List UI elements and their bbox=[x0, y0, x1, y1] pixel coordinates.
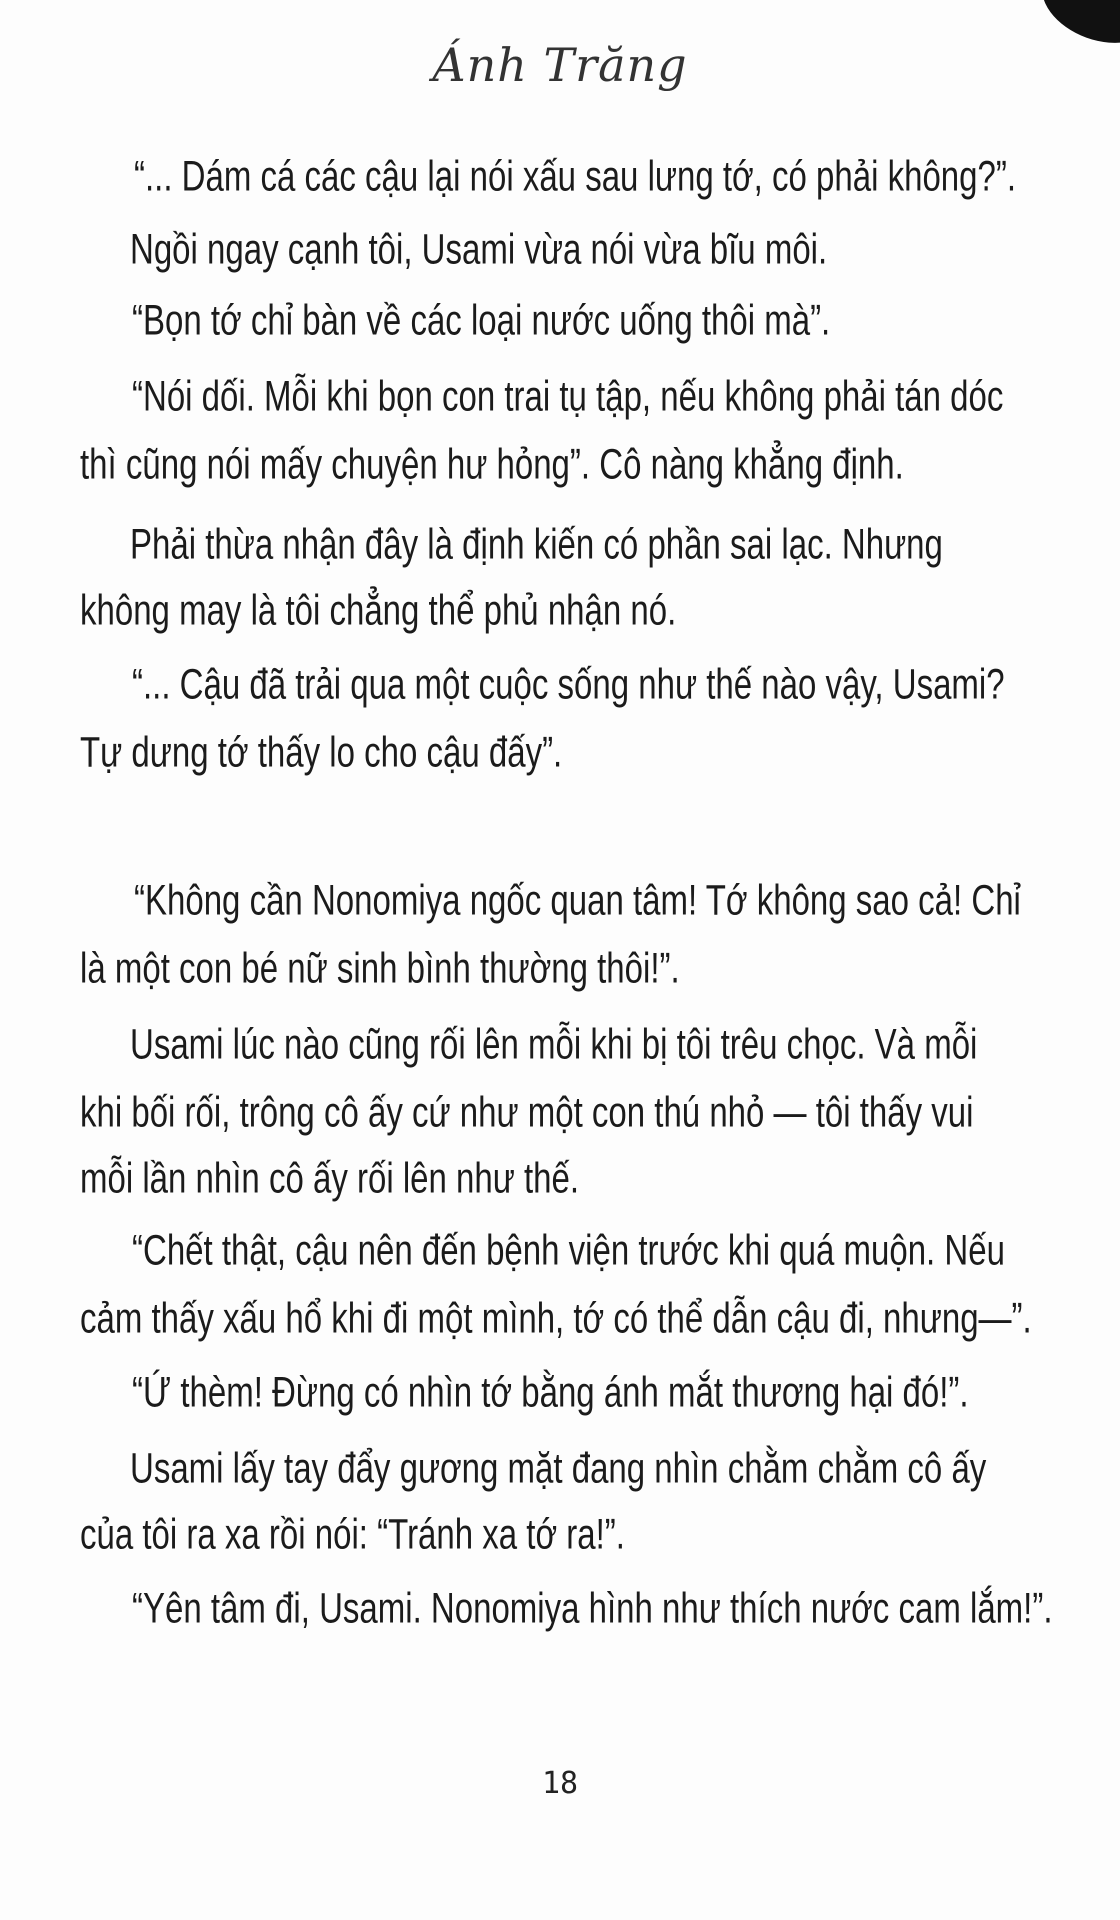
text-line: cảm thấy xấu hổ khi đi một mình, tớ có thể dẫn cậu đi, nhưng—”. bbox=[80, 1294, 1032, 1342]
text-line: là một con bé nữ sinh bình thường thôi!”. bbox=[80, 944, 680, 992]
text-line: Ngồi ngay cạnh tôi, Usami vừa nói vừa bĩu môi. bbox=[130, 225, 828, 273]
text-line: Tự dưng tớ thấy lo cho cậu đấy”. bbox=[80, 728, 563, 776]
text-line: không may là tôi chẳng thể phủ nhận nó. bbox=[80, 586, 677, 634]
text-line: khi bối rối, trông cô ấy cứ như một con thú nhỏ — tôi thấy vui bbox=[80, 1088, 974, 1136]
text-line: Usami lúc nào cũng rối lên mỗi khi bị tôi trêu chọc. Và mỗi bbox=[130, 1020, 978, 1068]
text-line: “Nói dối. Mỗi khi bọn con trai tụ tập, nếu không phải tán dóc bbox=[132, 372, 1004, 420]
text-line: “Không cần Nonomiya ngốc quan tâm! Tớ không sao cả! Chỉ bbox=[134, 876, 1021, 924]
text-line: mỗi lần nhìn cô ấy rối lên như thế. bbox=[80, 1154, 580, 1202]
text-line: Usami lấy tay đẩy gương mặt đang nhìn chằm chằm cô ấy bbox=[130, 1444, 987, 1492]
page-number: 18 bbox=[541, 1766, 579, 1801]
running-title: Ánh Trăng bbox=[432, 38, 688, 92]
text-line: “Yên tâm đi, Usami. Nonomiya hình như thích nước cam lắm!”. bbox=[132, 1584, 1053, 1632]
text-line: “Chết thật, cậu nên đến bệnh viện trước khi quá muộn. Nếu bbox=[132, 1226, 1005, 1274]
text-line: “... Cậu đã trải qua một cuộc sống như thế nào vậy, Usami? bbox=[132, 660, 1005, 708]
text-line: “... Dám cá các cậu lại nói xấu sau lưng tớ, có phải không?”. bbox=[134, 152, 1017, 200]
text-line: Phải thừa nhận đây là định kiến có phần sai lạc. Nhưng bbox=[130, 520, 943, 568]
text-line: “Bọn tớ chỉ bàn về các loại nước uống thôi mà”. bbox=[132, 296, 831, 344]
text-line: của tôi ra xa rồi nói: “Tránh xa tớ ra!”. bbox=[80, 1510, 625, 1558]
text-line: “Ứ thèm! Đừng có nhìn tớ bằng ánh mắt thương hại đó!”. bbox=[132, 1368, 969, 1416]
text-line: thì cũng nói mấy chuyện hư hỏng”. Cô nàng khẳng định. bbox=[80, 440, 904, 488]
